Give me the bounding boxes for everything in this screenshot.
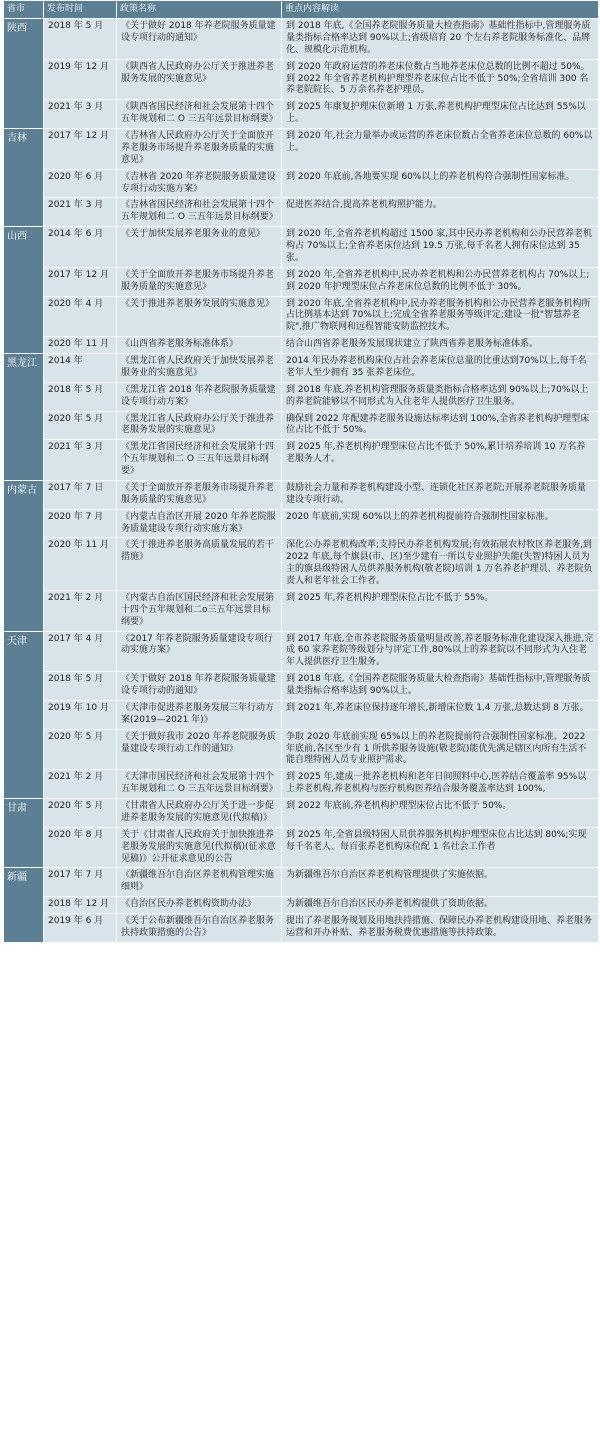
province-cell: 黑龙江 [4,354,44,481]
header-date: 发布时间 [44,1,117,19]
table-row [4,672,599,701]
table-row [4,827,599,868]
header-province: 省市 [4,1,44,19]
table-body [4,19,599,943]
key-content-cell: 到 2025 年,建成一批养老机构和老年日间照料中心,医养结合覆盖率 95%以上养老机构,养老机构与医疗机构医养结合服务覆盖率达到 100%, [282,770,599,799]
policy-name-cell: 《内蒙古自治区国民经济和社会发展第十四个五年规划和二o三五年远景目标纲要》 [117,590,282,631]
key-content-cell: 鼓励社会力量和养老机构建设小型、连锁化社区养老院;开展养老院服务质量建设专项行动。 [282,480,599,509]
table-row [4,480,599,509]
date-cell: 2017 年 12 月 [44,129,117,170]
policy-name-cell: 《关于全面放开养老服务市场提升养老服务质量的实施意见》 [117,267,282,296]
policy-name-cell: 《关于全面放开养老服务市场提升养老服务质量的实施意见》 [117,480,282,509]
table-row [4,914,599,943]
province-cell: 甘肃 [4,799,44,868]
policy-name-cell: 《黑龙江省 2018 年养老院服务质量建设专项行动方案》 [117,382,282,411]
policy-name-cell: 关于《甘肃省人民政府关于加快推进养老服务发展的实施意见(代拟稿)(征求意见稿)》公开征求意见的公告 [117,827,282,868]
header-policy-name: 政策名称 [117,1,282,19]
key-content-cell: 到 2020 年底,全省养老机构中,民办养老服务机构和公办民营养老服务机构所占比例基本达到 70%以上;完成全省养老服务等级评定;建设一批"智慧养老院",推广物联网和远程智能安防监控技术。 [282,296,599,337]
policy-name-cell: 《关于做好我市 2020 年养老院服务质量建设专项行动工作的通知》 [117,729,282,770]
key-content-cell: 到 2020 年,全省养老机构中,民办养老机构和公办民营养老机构占 70%以上;到 2020 年护理型床位占养老床位总数的比例不低于 30%。 [282,267,599,296]
date-cell: 2020 年 11 月 [44,538,117,591]
date-cell: 2020 年 5 月 [44,799,117,828]
date-cell: 2017 年 12 月 [44,267,117,296]
province-cell: 吉林 [4,129,44,227]
date-cell: 2020 年 5 月 [44,411,117,440]
policy-name-cell: 《黑龙江省人民政府办公厅关于推进养老服务发展的实施意见》 [117,411,282,440]
table-row [4,267,599,296]
date-cell: 2021 年 2 月 [44,770,117,799]
date-cell: 2017 年 7 日 [44,480,117,509]
key-content-cell: 到 2018 年底,《全国养老院服务质量大检查指南》基础性指标中,管理服务质量类指标合格率达到 90%以上;省级培育 20 个左右养老院服务标准化、品牌化、规模化示范机构。 [282,19,599,60]
policy-name-cell: 《关于做好 2018 年养老院服务质量建设专项行动的通知》 [117,672,282,701]
date-cell: 2017 年 4 月 [44,631,117,672]
date-cell: 2021 年 3 月 [44,440,117,481]
date-cell: 2018 年 5 月 [44,672,117,701]
table-row [4,770,599,799]
date-cell: 2020 年 8 月 [44,827,117,868]
table-row [4,59,599,100]
date-cell: 2017 年 7 月 [44,868,117,897]
key-content-cell: 2014 年民办养老机构床位占社会养老床位总量的比重达到70%以上,每千名老年人至少拥有 35 张养老床位。 [282,354,599,383]
key-content-cell: 促进医养结合,提高养老机构照护能力。 [282,198,599,227]
table-row [4,354,599,383]
table-row [4,799,599,828]
policy-name-cell: 《自治区民办养老机构资助办法》 [117,897,282,914]
date-cell: 2014 年 6 月 [44,227,117,268]
table-row [4,897,599,914]
key-content-cell: 到 2020 年,社会力量举办或运营的养老床位数占全省养老床位总数的 60%以上。 [282,129,599,170]
policy-name-cell: 《吉林省 2020 年养老院服务质量建设专项行动实施方案》 [117,169,282,198]
table-row [4,19,599,60]
table-row [4,198,599,227]
policy-name-cell: 《甘肃省人民政府办公厅关于进一步促进养老服务发展的实施意见(代拟稿)》 [117,799,282,828]
policy-name-cell: 《山西省养老服务标准体系》 [117,337,282,354]
province-cell: 天津 [4,631,44,799]
key-content-cell: 提出了养老服务规划及用地扶持措施、保障民办养老机构建设用地、养老服务运营和开办补贴、养老服务税费优惠措施等扶持政策。 [282,914,599,943]
policy-table [3,0,599,943]
table-row [4,129,599,170]
table-row [4,631,599,672]
table-row [4,729,599,770]
key-content-cell: 争取 2020 年底前实现 65%以上的养老院提前符合强制性国家标准。2022 年底前,各区至少有 1 所供养服务设施(敬老院)能优先满足辖区内所有生活不能自理特困人员专业照护需求。 [282,729,599,770]
key-content-cell: 到 2025 年,养老机构护理型床位占比不低于 50%,累计培养培训 10 万名养老服务人才。 [282,440,599,481]
table-row [4,382,599,411]
key-content-cell: 深化公办养老机构改革;支持民办养老机构发展;有效拓展农村牧区养老服务,到 2022 年底,每个旗县(市、区)至少建有一所以专业照护失能(失智)特困人员为主的旗县级特困人员供养服务机构(敬老院)培训 1 万名养老护理员、养老院负责人和老年社会工作者。 [282,538,599,591]
date-cell: 2020 年 7 月 [44,509,117,538]
province-cell: 内蒙古 [4,480,44,631]
date-cell: 2018 年 12 月 [44,897,117,914]
policy-name-cell: 《关于公布新疆维吾尔自治区养老服务扶持政策措施的公告》 [117,914,282,943]
policy-name-cell: 《新疆维吾尔自治区养老机构管理实施细则》 [117,868,282,897]
key-content-cell: 为新疆维吾尔自治区民办养老机构提供了资助依据。 [282,897,599,914]
policy-name-cell: 《关于推进养老服务发展的实施意见》 [117,296,282,337]
table-row [4,169,599,198]
policy-name-cell: 《吉林省国民经济和社会发展第十四个五年规划和二 O 三五年远景目标纲要》 [117,198,282,227]
key-content-cell: 到 2022 年底前,养老机构护理型床位占比不低于 50%。 [282,799,599,828]
table-row [4,100,599,129]
key-content-cell: 到 2020 年政府运营的养老床位数占当地养老床位总数的比例不超过 50%。到 2022 年全省养老机构护理型养老床位占比不低于 50%;全省培训 300 名养老院院长、5 万余名养老护理员。 [282,59,599,100]
date-cell: 2020 年 6 月 [44,169,117,198]
policy-name-cell: 《天津市国民经济和社会发展第十四个五年规划和二 O 三五年远景目标纲要》 [117,770,282,799]
key-content-cell: 到 2020 年,全省养老机构超过 1500 家,其中民办养老机构和公办民营养老机构占 70%以上;全省养老床位达到 19.5 万张,每千名老人拥有床位达到 35 张。 [282,227,599,268]
table-header [4,1,599,19]
table-row [4,227,599,268]
date-cell: 2019 年 6 月 [44,914,117,943]
policy-name-cell: 《关于加快发展养老服务业的意见》 [117,227,282,268]
date-cell: 2019 年 10 月 [44,700,117,729]
date-cell: 2021 年 2 月 [44,590,117,631]
policy-name-cell: 《吉林省人民政府办公厅关于全面放开养老服务市场提升养老服务质量的实施意见》 [117,129,282,170]
key-content-cell: 到 2018 年底,《全国养老院服务质量大检查指南》基础性指标中,管理服务质量类指标合格率达到 90%以上。 [282,672,599,701]
policy-name-cell: 《关于推进养老服务高质量发展的若干措施》 [117,538,282,591]
policy-name-cell: 《陕西省人民政府办公厅关于推进养老服务发展的实施意见》 [117,59,282,100]
policy-name-cell: 《黑龙江省人民政府关于加快发展养老服务业的实施意见》 [117,354,282,383]
table-row [4,440,599,481]
policy-name-cell: 《陕西省国民经济和社会发展第十四个五年规划和二 O 三五年远景目标纲要》 [117,100,282,129]
province-cell: 新疆 [4,868,44,942]
date-cell: 2018 年 5 月 [44,382,117,411]
policy-name-cell: 《天津市促进养老服务发展三年行动方案(2019—2021 年)》 [117,700,282,729]
date-cell: 2021 年 3 月 [44,100,117,129]
province-cell: 山西 [4,227,44,354]
policy-name-cell: 《2017 年养老院服务质量建设专项行动实施方案》 [117,631,282,672]
policy-name-cell: 《黑龙江省国民经济和社会发展第十四个五年规划和二 O 三五年远景目标纲要》 [117,440,282,481]
key-content-cell: 结合山西省养老服务发展现状建立了陕西省养老服务标准体系。 [282,337,599,354]
key-content-cell: 为新疆维吾尔自治区养老机构管理提供了实施依据。 [282,868,599,897]
table-row [4,509,599,538]
date-cell: 2014 年 [44,354,117,383]
key-content-cell: 到 2020 年底前,各地要实现 60%以上的养老机构符合强制性国家标准。 [282,169,599,198]
date-cell: 2020 年 4 月 [44,296,117,337]
header-row [4,1,599,19]
key-content-cell: 到 2025 年,全省县级特困人员供养服务机构护理型床位占比达到 80%;实现每千名老人、每百张养老机构床位配 1 名社会工作者 [282,827,599,868]
policy-name-cell: 《内蒙古自治区开展 2020 年养老院服务质量建设专项行动实施方案》 [117,509,282,538]
header-key-content: 重点内容解读 [282,1,599,19]
table-row [4,538,599,591]
key-content-cell: 到 2025 年,养老机构护理型床位占比不低于 55%。 [282,590,599,631]
key-content-cell: 2020 年底前,实现 60%以上的养老机构提前符合强制性国家标准。 [282,509,599,538]
policy-name-cell: 《关于做好 2018 年养老院服务质量建设专项行动的通知》 [117,19,282,60]
date-cell: 2018 年 5 月 [44,19,117,60]
date-cell: 2021 年 3 月 [44,198,117,227]
key-content-cell: 到 2017 年底,全市养老院服务质量明显改善,养老服务标准化建设深入推进,完成 60 家养老院等级划分与评定工作,80%以上的养老院以不同形式为入住老年人提供医疗卫生服务。 [282,631,599,672]
table-row [4,411,599,440]
table-row [4,700,599,729]
key-content-cell: 到 2018 年底,养老机构管理服务质量类指标合格率达到 90%以上;70%以上的养老院能够以不同形式为入住老年人提供医疗卫生服务。 [282,382,599,411]
date-cell: 2020 年 5 月 [44,729,117,770]
date-cell: 2019 年 12 月 [44,59,117,100]
key-content-cell: 确保到 2022 年配建养老服务设施达标率达到 100%,全省养老机构护理型床位占比不低于 50%。 [282,411,599,440]
table-row [4,337,599,354]
key-content-cell: 到 2021 年,养老床位保持逐年增长,新增床位数 1.4 万张,总数达到 8 万张。 [282,700,599,729]
table-row [4,868,599,897]
table-row [4,296,599,337]
province-cell: 陕西 [4,19,44,129]
key-content-cell: 到 2025 年康复护理床位新增 1 万张,养老机构护理型床位占比达到 55%以上。 [282,100,599,129]
date-cell: 2020 年 11 月 [44,337,117,354]
table-row [4,590,599,631]
